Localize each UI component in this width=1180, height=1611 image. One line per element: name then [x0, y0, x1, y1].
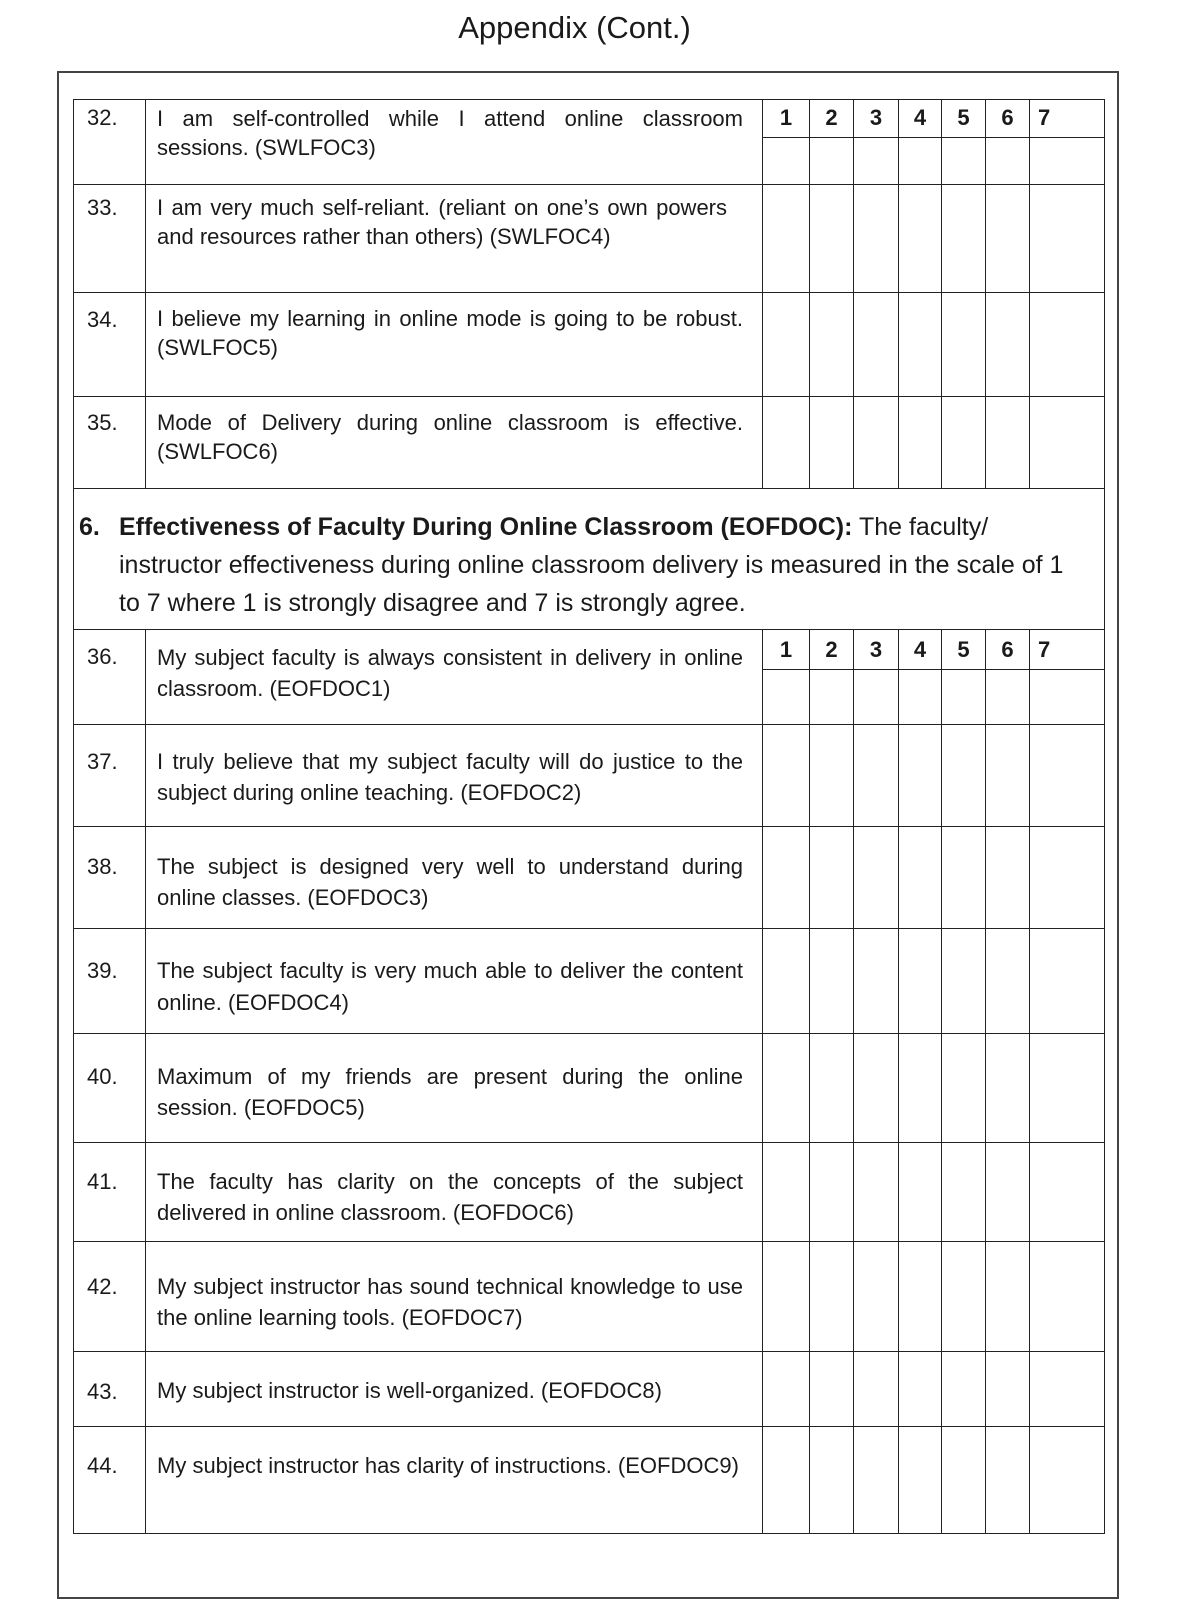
column-divider: [898, 629, 899, 1533]
row-divider: [73, 1426, 1105, 1427]
item-statement: My subject instructor is well-organized. (EOFDOC8): [157, 1378, 662, 1403]
item-number: 36.: [87, 644, 118, 669]
item-statement: My subject instructor has clarity of instructions. (EOFDOC9): [157, 1453, 739, 1478]
column-divider: [853, 629, 854, 1533]
scale-header-1: 1: [779, 105, 793, 130]
item-statement: I am very much self-reliant. (reliant on one’s own powers and resources rather than others) (SWLFOC4): [157, 195, 727, 249]
row-divider: [73, 1241, 1105, 1242]
column-divider: [985, 99, 986, 488]
item-number: 37.: [87, 749, 118, 774]
column-divider: [145, 629, 146, 1533]
item-number: 42.: [87, 1274, 118, 1299]
row-divider: [73, 826, 1105, 827]
scale-header-5: 5: [957, 105, 970, 130]
scale-header-3: 3: [869, 637, 883, 662]
questionnaire-table: [73, 99, 1105, 1533]
scale-header-4: 4: [913, 637, 927, 662]
item-statement: Mode of Delivery during online classroom is effective. (SWLFOC6): [157, 410, 743, 464]
row-divider: [73, 1033, 1105, 1034]
table-border: [73, 99, 74, 1533]
scale-header-6: 6: [1001, 105, 1014, 130]
item-statement: The subject faculty is very much able to deliver the content online. (EOFDOC4): [157, 958, 743, 1015]
scale-header-divider: [762, 137, 1105, 138]
item-statement: I believe my learning in online mode is going to be robust. (SWLFOC5): [157, 306, 743, 360]
column-divider: [762, 99, 763, 488]
item-number: 35.: [87, 410, 118, 435]
item-number: 44.: [87, 1453, 118, 1478]
item-number: 40.: [87, 1064, 118, 1089]
column-divider: [941, 99, 942, 488]
item-number: 33.: [87, 195, 118, 220]
scale-header-6: 6: [1001, 637, 1014, 662]
section-number: 6.: [79, 513, 100, 541]
scale-header-3: 3: [869, 105, 883, 130]
scale-header-2: 2: [825, 637, 838, 662]
column-divider: [853, 99, 854, 488]
page-title: Appendix (Cont.): [458, 10, 691, 45]
column-divider: [898, 99, 899, 488]
column-divider: [1029, 629, 1030, 1533]
item-statement: I truly believe that my subject faculty will do justice to the subject during online teaching. (EOFDOC2): [157, 749, 743, 805]
row-divider: [73, 724, 1105, 725]
table-border: [73, 1533, 1105, 1534]
scale-header-divider: [762, 669, 1105, 670]
item-statement: The faculty has clarity on the concepts of the subject delivered in online classroom. (EOFDOC6): [157, 1169, 743, 1225]
item-number: 43.: [87, 1379, 118, 1404]
column-divider: [762, 629, 763, 1533]
column-divider: [941, 629, 942, 1533]
section-heading: Effectiveness of Faculty During Online Classroom (EOFDOC):: [119, 513, 853, 541]
section-description: The faculty/ instructor effectiveness during online classroom delivery is measured in the scale of 1 to 7 where 1 is strongly disagree and 7 is strongly agree.: [119, 513, 1064, 617]
item-statement: The subject is designed very well to understand during online classes. (EOFDOC3): [157, 854, 743, 910]
item-number: 32.: [87, 105, 118, 130]
scale-header-1: 1: [779, 637, 793, 662]
column-divider: [1029, 99, 1030, 488]
row-divider: [73, 928, 1105, 929]
table-border: [73, 99, 1105, 100]
item-statement: My subject instructor has sound technical knowledge to use the online learning tools. (EOFDOC7): [157, 1274, 743, 1330]
scale-header-7: 7: [1038, 105, 1051, 130]
scale-header-4: 4: [913, 105, 927, 130]
row-divider: [73, 1142, 1105, 1143]
scale-header-5: 5: [957, 637, 970, 662]
table-border: [1104, 99, 1105, 1533]
item-statement: I am self-controlled while I attend online classroom sessions. (SWLFOC3): [157, 106, 743, 160]
column-divider: [145, 99, 146, 488]
row-divider: [73, 396, 1105, 397]
scale-header-2: 2: [825, 105, 838, 130]
row-divider: [73, 184, 1105, 185]
column-divider: [809, 629, 810, 1533]
item-number: 39.: [87, 958, 118, 983]
row-divider: [73, 629, 1105, 630]
item-number: 41.: [87, 1169, 118, 1194]
item-statement: Maximum of my friends are present during the online session. (EOFDOC5): [157, 1064, 743, 1120]
row-divider: [73, 292, 1105, 293]
item-number: 38.: [87, 854, 118, 879]
row-divider: [73, 488, 1105, 489]
item-statement: My subject faculty is always consistent in delivery in online classroom. (EOFDOC1): [157, 645, 743, 701]
scale-header-7: 7: [1038, 637, 1051, 662]
row-divider: [73, 1351, 1105, 1352]
column-divider: [809, 99, 810, 488]
column-divider: [985, 629, 986, 1533]
item-number: 34.: [87, 307, 118, 332]
